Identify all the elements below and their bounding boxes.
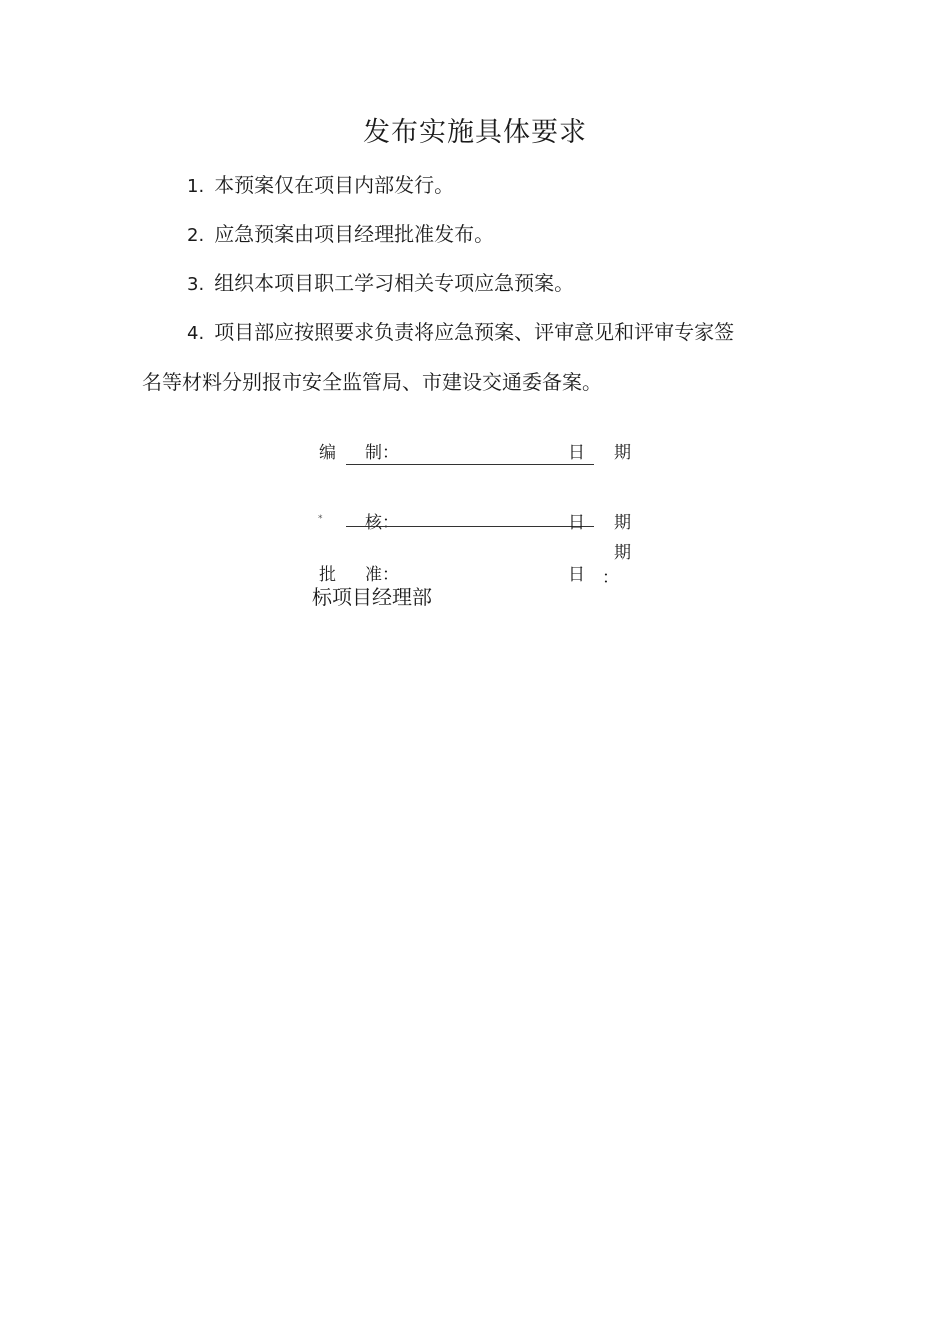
- item-text: 本预案仅在项目内部发行。: [214, 173, 455, 197]
- review-signature-line: [346, 526, 594, 527]
- list-item-3: [187, 270, 574, 298]
- compile-date-a: 日: [568, 443, 585, 463]
- approve-date-colon: ：: [602, 568, 619, 588]
- compile-label-b: 制：: [365, 443, 399, 463]
- item-number: 2.: [187, 225, 205, 246]
- review-date-b: 期: [614, 513, 631, 533]
- approve-date-a: 日: [568, 565, 585, 585]
- list-item-1: [187, 172, 454, 200]
- list-item-4-continuation: 名等材料分别报市安全监管局、市建设交通委备案。: [142, 370, 602, 394]
- item-number: 3.: [187, 274, 205, 295]
- page-title: 发布实施具体要求: [363, 117, 587, 148]
- item-text: 项目部应按照要求负责将应急预案、评审意见和评审专家签: [214, 320, 735, 344]
- compile-signature-line: [346, 464, 594, 465]
- approve-label-a: 批: [319, 565, 336, 585]
- list-item-2: [187, 221, 494, 249]
- approve-date-b: 期: [614, 543, 631, 563]
- item-text: 应急预案由项目经理批准发布。: [214, 222, 495, 246]
- compile-label-a: 编: [319, 443, 336, 463]
- compile-date-b: 期: [614, 443, 631, 463]
- item-number: 4.: [187, 323, 205, 344]
- item-text: 组织本项目职工学习相关专项应急预案。: [214, 271, 575, 295]
- item-number: 1.: [187, 176, 205, 197]
- review-mark: *: [318, 514, 323, 524]
- footer-department: 标项目经理部: [312, 585, 432, 609]
- list-item-4: [187, 319, 734, 347]
- review-date-a: 日: [568, 513, 585, 533]
- approve-label-b: 准：: [365, 565, 399, 585]
- review-label-b: 核：: [365, 513, 399, 533]
